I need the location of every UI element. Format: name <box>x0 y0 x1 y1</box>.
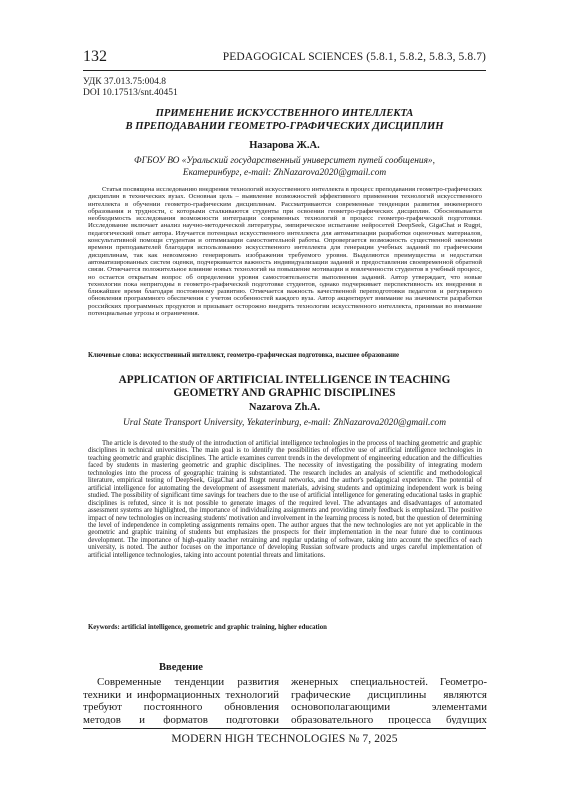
en-author-name: Nazarova Zh.A. <box>248 402 321 413</box>
en-title-line: GEOMETRY AND GRAPHIC DISCIPLINES <box>173 386 396 399</box>
ru-keywords: Ключевые слова: искусственный интеллект, геометро-графическая подготовка, высшее образование <box>88 352 400 359</box>
journal-footer: MODERN HIGH TECHNOLOGIES № 7, 2025 <box>171 733 398 745</box>
intro-heading: Введение <box>159 662 203 673</box>
body-column-right: женерных специальностей. Геометро-графические дисциплины являются основополагающими элементами образовательного процесса будущих <box>291 676 487 724</box>
page-number: 132 <box>83 48 107 65</box>
ru-author-name: Назарова Ж.А. <box>249 140 320 151</box>
en-keywords: Keywords: artificial intelligence, geometric and graphic training, higher education <box>88 624 327 631</box>
doi-link[interactable]: DOI 10.17513/snt.40451 <box>83 88 178 98</box>
ru-title-line: В ПРЕПОДАВАНИИ ГЕОМЕТРО-ГРАФИЧЕСКИХ ДИСЦИПЛИН <box>125 120 444 132</box>
ru-affiliation-line: Екатеринбург, e-mail: ZhNazarova2020@gmail.com <box>182 167 387 178</box>
ru-title-line: ПРИМЕНЕНИЕ ИСКУССТВЕННОГО ИНТЕЛЛЕКТА <box>155 108 414 119</box>
en-affiliation: Ural State Transport University, Yekaterinburg, e-mail: ZhNazarova2020@gmail.com <box>123 418 446 428</box>
ru-article-title <box>83 108 486 133</box>
en-article-title <box>83 374 486 399</box>
body-column-left: Современные тенденции развития техники и информационных технологий требуют постоянного обновления методов и форматов подготовки <box>83 676 279 724</box>
journal-section: PEDAGOGICAL SCIENCES (5.8.1, 5.8.2, 5.8.3, 5.8.7) <box>222 51 486 63</box>
ru-affiliation <box>83 156 486 179</box>
en-abstract: The article is devoted to the study of the introduction of artificial intelligence technologies in the process of teaching geometric and graphic disciplines in technical universities. The main goal is to identify the possibilities of effective use of artificial intelligence technologies in teaching geometric and graphic disciplines. The article examines current trends in the development of engineering education and the difficulties faced by students in mastering geometric and graphic disciplines. The necessity of investigating the possibility of integrating modern technologies into the process of geographic training is substantiated. The research includes an analysis of scientific and methodological literature, empirical testing of DeepSeek, GigaChat and Rugpt neural networks, and the author's pedagogical experience. The potential of artificial intelligence for automating the development of assessment materials, advising students and optimizing independent work is being studied. The possibility of significant time savings for teachers due to the use of artificial intelligence for generating educational tasks in graphic disciplines is refuted, since it is not possible to generate images of the required level. The advantages and disadvantages of automated assessment systems are highlighted, the importance of individualizing assignments and providing timely feedback is emphasized. The positive impact of new technologies on increasing students' motivation and involvement in the learning process is noted, but the question of determining the level of independence in completing assignments remains open. The author argues that the new technologies are not yet applicable in the geometric and graphic training of students but emphasizes the prospects for their implementation in the near future due to continuous development. The importance of high-quality teacher retraining and regular updating of software, taking into account the specifics of each university, is noted. The author focuses on the importance of developing Russian software products and urges careful implementation of artificial intelligence technologies, taking into account potential threats and limitations. <box>88 440 482 559</box>
article-identifiers <box>83 77 178 99</box>
en-title-line: APPLICATION OF ARTIFICIAL INTELLIGENCE IN TEACHING <box>118 374 451 386</box>
header-rule <box>83 70 486 71</box>
ru-affiliation-line: ФГБОУ ВО «Уральский государственный университет путей сообщения», <box>134 156 435 166</box>
udk-code: УДК 37.013.75:004.8 <box>83 77 166 87</box>
page-header <box>83 48 486 68</box>
footer-rule <box>83 728 486 729</box>
ru-abstract: Статья посвящена исследованию внедрения технологий искусственного интеллекта в процесс преподавания геометро-графических дисциплин в технических вузах. Основная цель – выявление возможностей эффективного применения технологий искусственного интеллекта в обучении геометро-графическим дисциплинам. Рассматриваются современные тенденции развития инженерного образования и трудности, с которыми сталкиваются студенты при освоении геометро-графических дисциплин. Обосновывается необходимость исследования возможности интеграции современных технологий в процесс геометро-графической подготовки. Исследование включает анализ научно-методической литературы, эмпирическое испытание нейросетей DeepSeek, GigaChat и Rugpt, педагогический опыт автора. Изучается потенциал искусственного интеллекта для автоматизации разработки оценочных материалов, консультативной помощи студентам и оптимизации самостоятельной работы. Опровергается возможность существенной экономии времени преподавателей благодаря использованию искусственного интеллекта для генерации учебных заданий по графическим дисциплинам, так как невозможно генерировать изображения требуемого уровня. Выделяются преимущества и недостатки автоматизированных систем оценки, подчеркивается важность индивидуализации заданий и предоставления своевременной обратной связи. Отмечается положительное влияние новых технологий на повышение мотивации и вовлеченности студентов в учебный процесс, но остается открытым вопрос об определении уровня самостоятельности выполнения заданий. Автор утверждает, что новые технологии пока непригодны в геометро-графической подготовке студентов, однако подчеркивает перспективность их внедрения в ближайшее время благодаря постоянному развитию. Отмечается важность качественной переподготовки педагогов и регулярного обновления программного обеспечения с учетом особенностей каждого вуза. Автор акцентирует внимание на значимости разработки российских программных продуктов и призывает осторожно внедрять технологии искусственного интеллекта, принимая во внимание потенциальные угрозы и ограничения. <box>88 186 482 318</box>
